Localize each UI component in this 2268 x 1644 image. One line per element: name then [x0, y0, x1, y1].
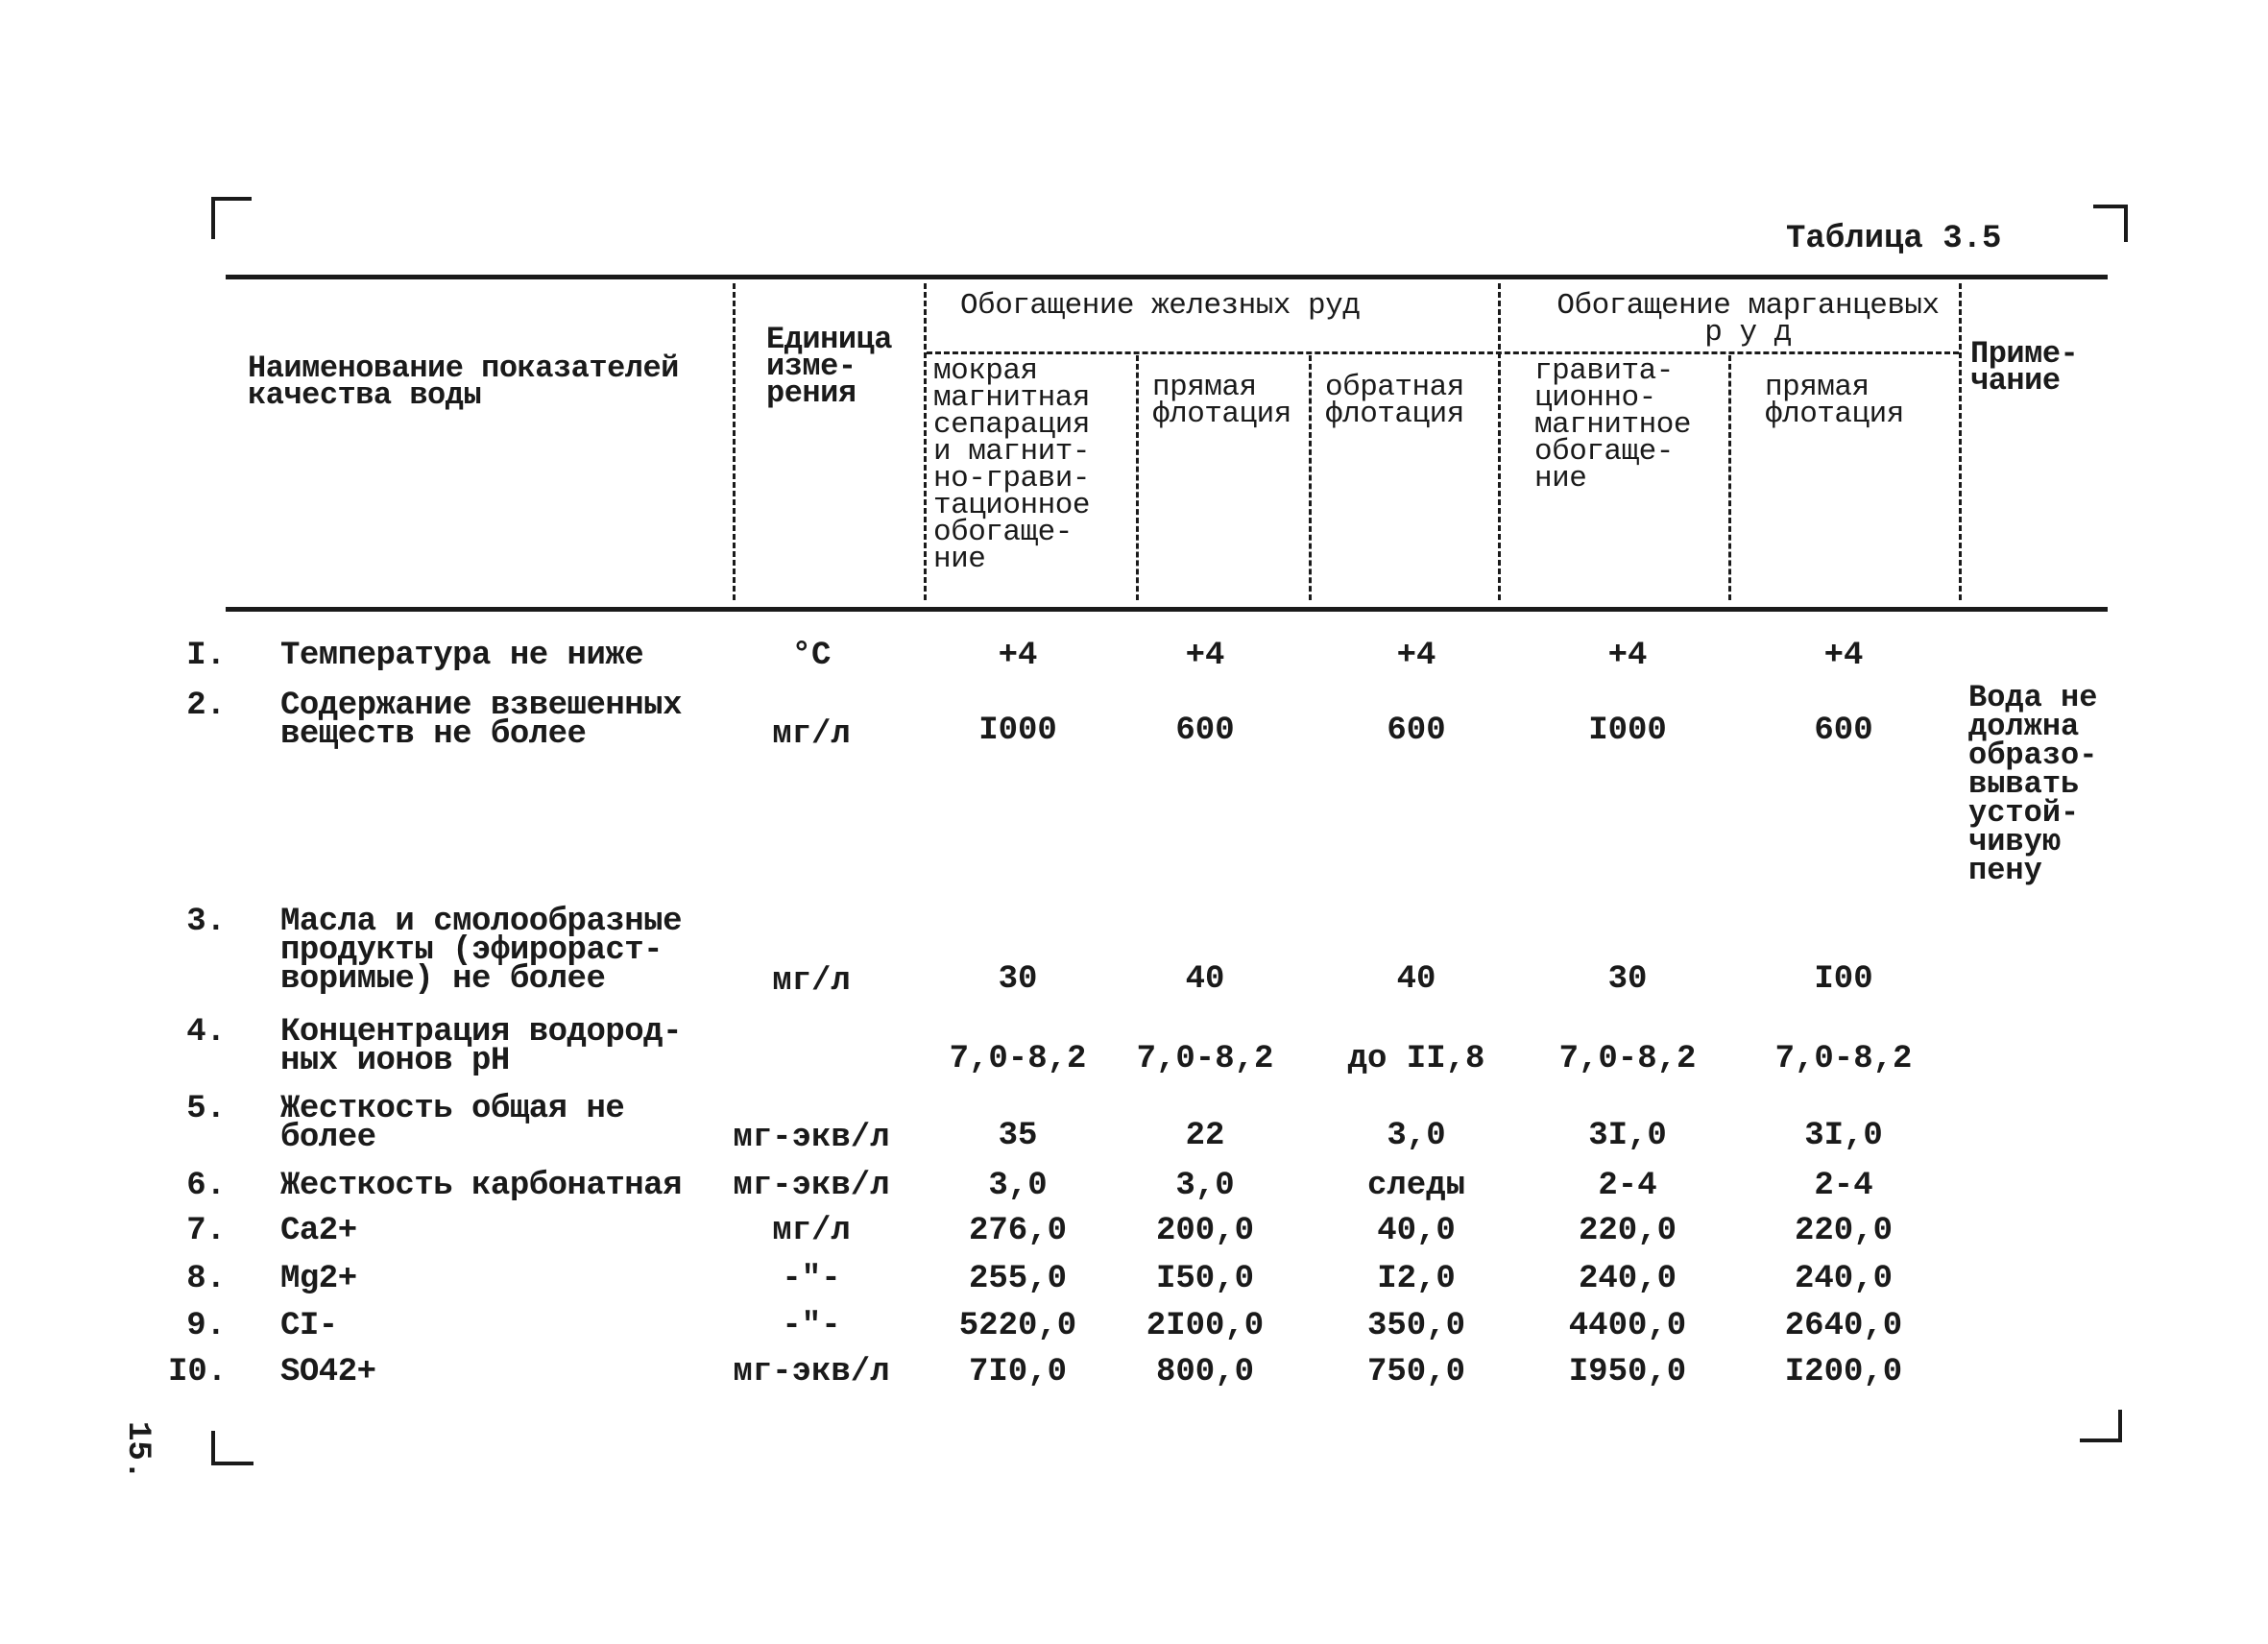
corner-mark-top-left [211, 197, 252, 239]
corner-mark-bottom-left [211, 1431, 253, 1465]
value-iron-direct-flotation: 800,0 [1155, 1354, 1255, 1390]
header-group-divider [927, 351, 1959, 354]
corner-mark-bottom-right [2080, 1410, 2122, 1442]
row-number: 5. [186, 1091, 226, 1127]
row-number: 7. [186, 1213, 226, 1249]
header-manganese-direct-flotation: прямая флотация [1765, 371, 1904, 431]
value-wet-magnetic: 35 [998, 1118, 1038, 1154]
header-group-iron: Обогащение железных руд [960, 289, 1361, 323]
row-unit: -"- [782, 1308, 841, 1344]
value-manganese-direct-flotation: I200,0 [1784, 1354, 1903, 1390]
header-unit-column: Единица изме- рения [766, 322, 892, 411]
value-iron-direct-flotation: 22 [1185, 1118, 1225, 1154]
value-iron-reverse-flotation: 750,0 [1366, 1354, 1466, 1390]
value-wet-magnetic: 255,0 [968, 1261, 1068, 1297]
value-iron-reverse-flotation: +4 [1396, 638, 1436, 674]
column-divider [1728, 355, 1731, 600]
value-iron-reverse-flotation: до II,8 [1347, 1041, 1485, 1077]
column-divider [733, 283, 736, 600]
table-top-rule [226, 275, 2108, 279]
value-manganese-direct-flotation: +4 [1823, 638, 1864, 674]
row-parameter-name: Содержание взвешенных веществ не более [280, 688, 682, 753]
value-iron-reverse-flotation: I2,0 [1377, 1261, 1456, 1297]
row-parameter-name: Концентрация водород- ных ионов pH [280, 1014, 682, 1079]
row-parameter-name: Жесткость общая не более [280, 1091, 625, 1156]
value-iron-reverse-flotation: 3,0 [1387, 1118, 1446, 1154]
value-iron-direct-flotation: 40 [1185, 961, 1225, 998]
row-parameter-name: Жесткость карбонатная [280, 1168, 682, 1204]
row-parameter-name: SO42+ [280, 1354, 376, 1390]
value-manganese-direct-flotation: 220,0 [1794, 1213, 1894, 1249]
page-number: 15. [119, 1421, 156, 1481]
value-iron-reverse-flotation: 40 [1396, 961, 1436, 998]
row-parameter-name: Масла и смолообразные продукты (эфирораст- воримые) не более [280, 904, 682, 998]
value-gravity-magnetic: +4 [1607, 638, 1648, 674]
header-iron-direct-flotation: прямая флотация [1152, 371, 1291, 431]
value-wet-magnetic: +4 [998, 638, 1038, 674]
row-unit: мг/л [772, 963, 851, 1000]
value-iron-reverse-flotation: 40,0 [1377, 1213, 1456, 1249]
value-manganese-direct-flotation: I00 [1814, 961, 1873, 998]
value-gravity-magnetic: 2-4 [1598, 1168, 1657, 1204]
column-divider [924, 283, 927, 600]
value-gravity-magnetic: 3I,0 [1588, 1118, 1667, 1154]
value-manganese-direct-flotation: 7,0-8,2 [1774, 1041, 1913, 1077]
value-iron-direct-flotation: 600 [1175, 713, 1235, 749]
row-unit: мг-экв/л [733, 1120, 890, 1156]
header-name-column: Наименование показателей качества воды [248, 351, 679, 413]
header-group-manganese: Обогащение марганцевых р у д [1556, 289, 1940, 350]
value-wet-magnetic: 7I0,0 [968, 1354, 1068, 1390]
value-iron-direct-flotation: 3,0 [1175, 1168, 1235, 1204]
value-wet-magnetic: 5220,0 [958, 1308, 1077, 1344]
value-gravity-magnetic: 30 [1607, 961, 1648, 998]
row-parameter-name: Mg2+ [280, 1261, 357, 1297]
value-iron-direct-flotation: I50,0 [1155, 1261, 1255, 1297]
column-divider [1309, 355, 1312, 600]
row-unit: мг-экв/л [733, 1354, 890, 1390]
row-parameter-name: CI- [280, 1308, 338, 1344]
value-wet-magnetic: 7,0-8,2 [949, 1041, 1087, 1077]
column-divider [1136, 355, 1139, 600]
row-number: 3. [186, 904, 226, 940]
value-iron-direct-flotation: 2I00,0 [1146, 1308, 1265, 1344]
value-manganese-direct-flotation: 3I,0 [1804, 1118, 1883, 1154]
value-iron-reverse-flotation: 350,0 [1366, 1308, 1466, 1344]
row-number: 9. [186, 1308, 226, 1344]
value-manganese-direct-flotation: 2-4 [1814, 1168, 1873, 1204]
header-note-column: Приме- чание [1970, 336, 2079, 399]
value-iron-direct-flotation: +4 [1185, 638, 1225, 674]
value-gravity-magnetic: 7,0-8,2 [1558, 1041, 1697, 1077]
value-manganese-direct-flotation: 2640,0 [1784, 1308, 1903, 1344]
table-header-rule [226, 607, 2108, 612]
row-parameter-name: Температура не ниже [280, 638, 644, 674]
value-wet-magnetic: 276,0 [968, 1213, 1068, 1249]
value-iron-reverse-flotation: следы [1366, 1168, 1466, 1204]
header-gravity-magnetic-enrichment: гравита- ционно- магнитное обогаще- ние [1534, 354, 1691, 496]
value-gravity-magnetic: 220,0 [1578, 1213, 1677, 1249]
table-title: Таблица 3.5 [1786, 221, 2002, 257]
value-iron-reverse-flotation: 600 [1387, 713, 1446, 749]
header-iron-reverse-flotation: обратная флотация [1325, 371, 1464, 431]
row-number: I. [186, 638, 226, 674]
value-manganese-direct-flotation: 240,0 [1794, 1261, 1894, 1297]
value-wet-magnetic: I000 [978, 713, 1057, 749]
row-unit: мг/л [772, 716, 851, 753]
value-gravity-magnetic: I950,0 [1568, 1354, 1687, 1390]
value-gravity-magnetic: 240,0 [1578, 1261, 1677, 1297]
row-number: 4. [186, 1014, 226, 1051]
row-note: Вода не должна образо- вывать устой- чивую пену [1968, 680, 2098, 888]
row-unit: мг-экв/л [733, 1168, 890, 1204]
row-unit: мг/л [772, 1213, 851, 1249]
value-wet-magnetic: 3,0 [988, 1168, 1048, 1204]
value-manganese-direct-flotation: 600 [1814, 713, 1873, 749]
row-number: 8. [186, 1261, 226, 1297]
value-wet-magnetic: 30 [998, 961, 1038, 998]
value-gravity-magnetic: 4400,0 [1568, 1308, 1687, 1344]
value-iron-direct-flotation: 200,0 [1155, 1213, 1255, 1249]
value-iron-direct-flotation: 7,0-8,2 [1136, 1041, 1274, 1077]
corner-mark-top-right [2093, 205, 2128, 242]
row-number: I0. [168, 1354, 228, 1390]
row-unit: °С [791, 638, 832, 674]
header-wet-magnetic-separation: мокрая магнитная сепарация и магнит- но-грави- тационное обогаще- ние [933, 354, 1090, 576]
row-parameter-name: Ca2+ [280, 1213, 357, 1249]
row-number: 2. [186, 688, 226, 724]
row-unit: -"- [782, 1261, 841, 1297]
value-gravity-magnetic: I000 [1588, 713, 1667, 749]
column-divider [1498, 283, 1501, 600]
row-number: 6. [186, 1168, 226, 1204]
